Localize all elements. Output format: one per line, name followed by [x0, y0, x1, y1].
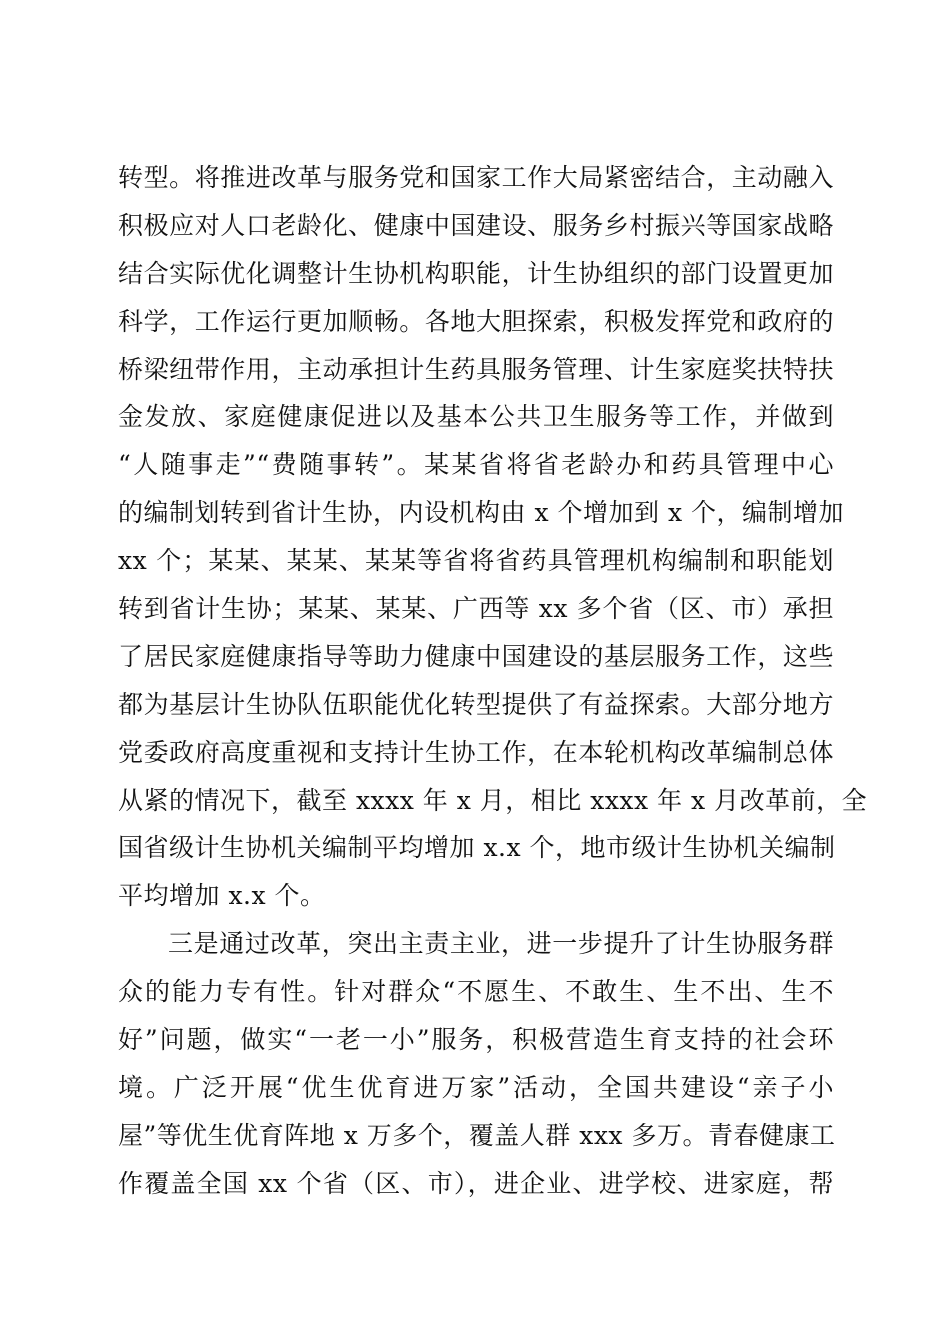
- text-line: 结合实际优化调整计生协机构职能，计生协组织的部门设置更加: [118, 258, 834, 288]
- text-line: 都为基层计生协队伍职能优化转型提供了有益探索。大部分地方: [118, 689, 834, 719]
- paragraph-1: [118, 154, 868, 920]
- text-line: 党委政府高度重视和支持计生协工作，在本轮机构改革编制总体: [118, 737, 834, 767]
- text-line: xx 个；某某、某某、某某等省将省药具管理机构编制和职能划: [118, 546, 834, 576]
- text-line: 金发放、家庭健康促进以及基本公共卫生服务等工作，并做到: [118, 402, 834, 432]
- text-line: 桥梁纽带作用，主动承担计生药具服务管理、计生家庭奖扶特扶: [118, 354, 834, 384]
- text-line: 国省级计生协机关编制平均增加 x.x 个，地市级计生协机关编制: [118, 833, 836, 863]
- text-line: 科学，工作运行更加顺畅。各地大胆探索，积极发挥党和政府的: [118, 306, 834, 336]
- text-line: 转型。将推进改革与服务党和国家工作大局紧密结合，主动融入: [118, 163, 834, 192]
- text-line: 平均增加 x.x 个。: [118, 881, 326, 911]
- text-line: 了居民家庭健康指导等助力健康中国建设的基层服务工作，这些: [118, 641, 834, 671]
- text-line: “人随事走”“费随事转”。某某省将省老龄办和药具管理中心: [118, 450, 834, 480]
- text-line: 作覆盖全国 xx 个省（区、市），进企业、进学校、进家庭，帮: [118, 1168, 834, 1198]
- text-line: 积极应对人口老龄化、健康中国建设、服务乡村振兴等国家战略: [118, 210, 834, 240]
- text-line: 众的能力专有性。针对群众“不愿生、不敢生、生不出、生不: [118, 977, 834, 1007]
- text-line: 三是通过改革，突出主责主业，进一步提升了计生协服务群: [168, 929, 834, 959]
- paragraph-2: [118, 920, 834, 1207]
- body-text: [118, 154, 868, 1208]
- text-line: 屋”等优生优育阵地 x 万多个，覆盖人群 xxx 多万。青春健康工: [118, 1120, 836, 1150]
- text-line: 从紧的情况下，截至 xxxx 年 x 月，相比 xxxx 年 x 月改革前，全: [118, 785, 868, 815]
- text-line: 转到省计生协；某某、某某、广西等 xx 多个省（区、市）承担: [118, 594, 834, 624]
- text-line: 境。广泛开展“优生优育进万家”活动，全国共建设“亲子小: [118, 1072, 834, 1102]
- text-line: 的编制划转到省计生协，内设机构由 x 个增加到 x 个，编制增加: [118, 498, 844, 528]
- text-line: 好”问题，做实“一老一小”服务，积极营造生育支持的社会环: [118, 1025, 834, 1055]
